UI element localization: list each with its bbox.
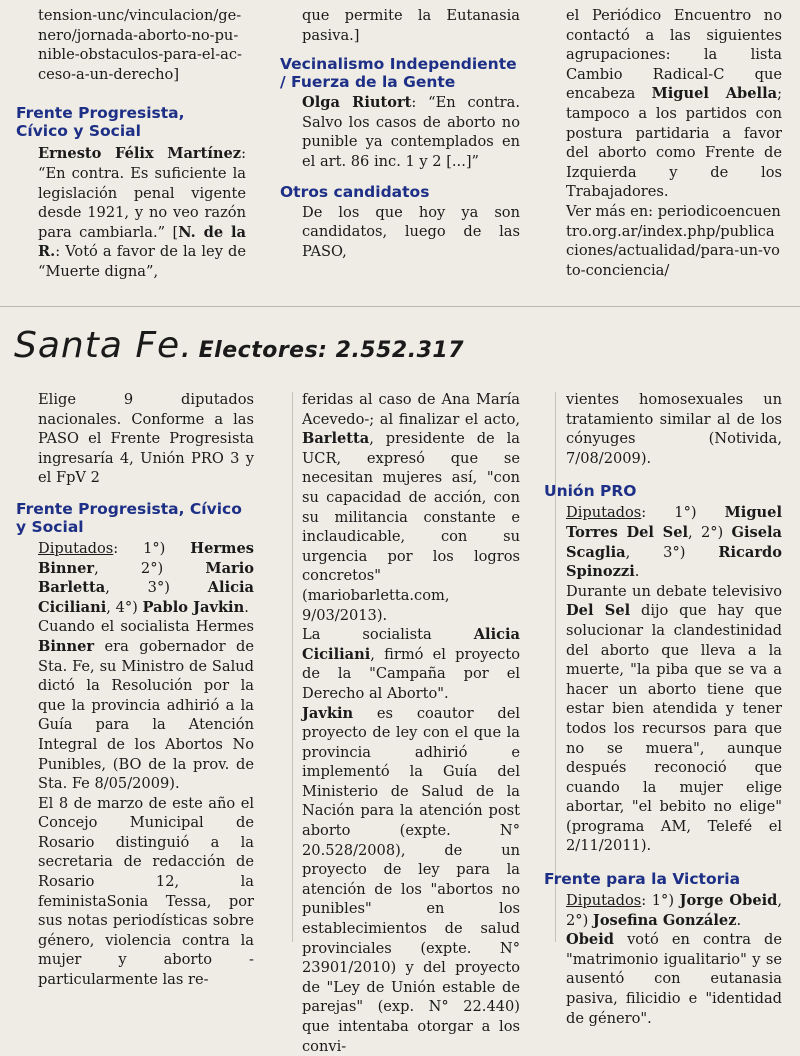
heading-frente-progresista-top: Frente Progresista, Cívico y Social	[16, 104, 241, 140]
column-rule-1	[292, 392, 293, 942]
eutanasia-lead: que permite la Eutanasia pasiva.]	[302, 6, 520, 45]
riutort-quote: : “En contra. Salvo los casos de aborto no punible ya contemplados en el art. 86 inc. 1 y 2 [...]”	[302, 94, 520, 170]
top-column-3	[566, 6, 782, 280]
heading-vecinalismo: Vecinalismo Independiente / Fuerza de la Gente	[280, 55, 520, 91]
ver-mas-link[interactable]: Ver más en: periodicoencuentro.org.ar/index.php/publicaciones/actualidad/para-un-voto-conciencia/	[566, 202, 782, 280]
heading-union-pro: Unión PRO	[544, 482, 782, 500]
binner-paragraph: Cuando el socialista Hermes Binner era gobernador de Sta. Fe, su Ministro de Salud dictó la Resolución por la que la provincia adhirió a la Guía para la Atención Integral de los Abortos No Punibles, (BO de la prov. de Sta. Fe 8/05/2009).	[38, 617, 254, 793]
column-rule-2	[555, 392, 556, 942]
martinez-tail: : Votó a favor de la ley de “Muerte digna”,	[38, 243, 246, 280]
heading-frente-progresista: Frente Progresista, Cívico y Social	[16, 500, 251, 536]
ciciliani-paragraph: La socialista Alicia Ciciliani, firmó el proyecto de la "Campaña por el Derecho al Aborto".	[302, 625, 520, 703]
delsel-paragraph: Durante un debate televisivo Del Sel dijo que hay que solucionar la clandestinidad del aborto que lleva a la muerte, "la piba que se va a hacer un aborto tiene que estar bien atendida y tener todos los recursos para que no se muera", aunque después reconoció que cuando la mujer elige abortar, "el bebito no elige" (programa AM, Telefé el 2/11/2011).	[566, 582, 782, 856]
martinez-quote: : “En contra. Es suficiente la legislación penal vigente desde 1921, y no veo razón para cambiarla.” [	[38, 145, 246, 240]
electores-count: Electores: 2.552.317	[199, 338, 464, 363]
santafe-intro: Elige 9 diputados nacionales. Conforme a las PASO el Frente Progresista ingresaría 4, Unión PRO 3 y el FpV 2	[38, 390, 254, 488]
editor-note: N. de la R.	[38, 224, 246, 261]
fp-diputados: Diputados: 1°) Hermes Binner, 2°) Mario Barletta, 3°) Alicia Ciciliani, 4°) Pablo Javkin.	[38, 539, 254, 617]
url-line-4: ceso-a-un-derecho]	[38, 65, 246, 85]
province-name: Santa Fe.	[14, 325, 193, 366]
top-column-2	[302, 6, 520, 261]
martinez-name: Ernesto Félix Martínez	[38, 145, 241, 162]
heading-otros-candidatos: Otros candidatos	[280, 183, 520, 201]
fpv-diputados-label: Diputados	[566, 892, 641, 909]
bottom-column-3	[566, 390, 782, 1028]
otros-candidatos-text: De los que hoy ya son candidatos, luego de las PASO,	[302, 203, 520, 262]
section-title	[14, 325, 464, 366]
pro-diputados-label: Diputados	[566, 504, 641, 521]
url-line-1: tension-unc/vinculacion/ge-	[38, 6, 246, 26]
fpv-diputados: Diputados: 1°) Jorge Obeid, 2°) Josefina González.	[566, 891, 782, 930]
bottom-column-1	[38, 390, 254, 990]
fp-diputados-label: Diputados	[38, 540, 113, 557]
url-line-3: nible-obstaculos-para-el-ac-	[38, 45, 246, 65]
notivida-paragraph: vientes homosexuales un tratamiento similar al de los cónyuges (Notivida, 7/08/2009).	[566, 390, 782, 468]
heading-frente-victoria: Frente para la Victoria	[544, 870, 782, 888]
riutort-name: Olga Riutort	[302, 94, 411, 111]
riutort-paragraph	[302, 93, 520, 171]
encuentro-paragraph: el Periódico Encuentro no contactó a las siguientes agrupaciones: la lista Cambio Radical-C que encabeza Miguel Abella; tampoco a los partidos con postura partidaria a favor del aborto como Frente de Izquierda y de los Trabajadores.	[566, 6, 782, 202]
martinez-paragraph	[38, 144, 246, 281]
barletta-paragraph: feridas al caso de Ana María Acevedo-; al finalizar el acto, Barletta, presidente de la UCR, expresó que se necesitan mujeres así, "con su capacidad de acción, con su militancia constante e inclaudicable, con su urgencia por los logros concretos" (mariobarletta.com, 9/03/2013).	[302, 390, 520, 625]
pro-diputados: Diputados: 1°) Miguel Torres Del Sel, 2°) Gisela Scaglia, 3°) Ricardo Spinozzi.	[566, 503, 782, 581]
obeid-paragraph: Obeid votó en contra de "matrimonio igualitario" y se ausentó con eutanasia pasiva, filicidio e "identidad de género".	[566, 930, 782, 1028]
top-column-1	[38, 6, 246, 282]
javkin-paragraph: Javkin es coautor del proyecto de ley con el que la provincia adhirió e implementó la Guía del Ministerio de Salud de la Nación para la atención post aborto (expte. N° 20.528/2008), de un proyecto de ley para la atención de los "abortos no punibles" en los establecimientos de salud provinciales (expte. N° 23901/2010) y del proyecto de "Ley de Unión estable de parejas" (exp. N° 22.440) que intentaba otorgar a los convi-	[302, 704, 520, 1056]
abella-name: Miguel Abella	[652, 85, 777, 102]
section-divider	[0, 306, 800, 307]
url-line-2: nero/jornada-aborto-no-pu-	[38, 26, 246, 46]
bottom-column-2	[302, 390, 520, 1056]
rosario-paragraph: El 8 de marzo de este año el Concejo Municipal de Rosario distinguió a la secretaria de redacción de Rosario 12, la feministaSonia Tessa, por sus notas periodísticas sobre género, violencia contra la mujer y aborto -particularmente las re-	[38, 794, 254, 990]
